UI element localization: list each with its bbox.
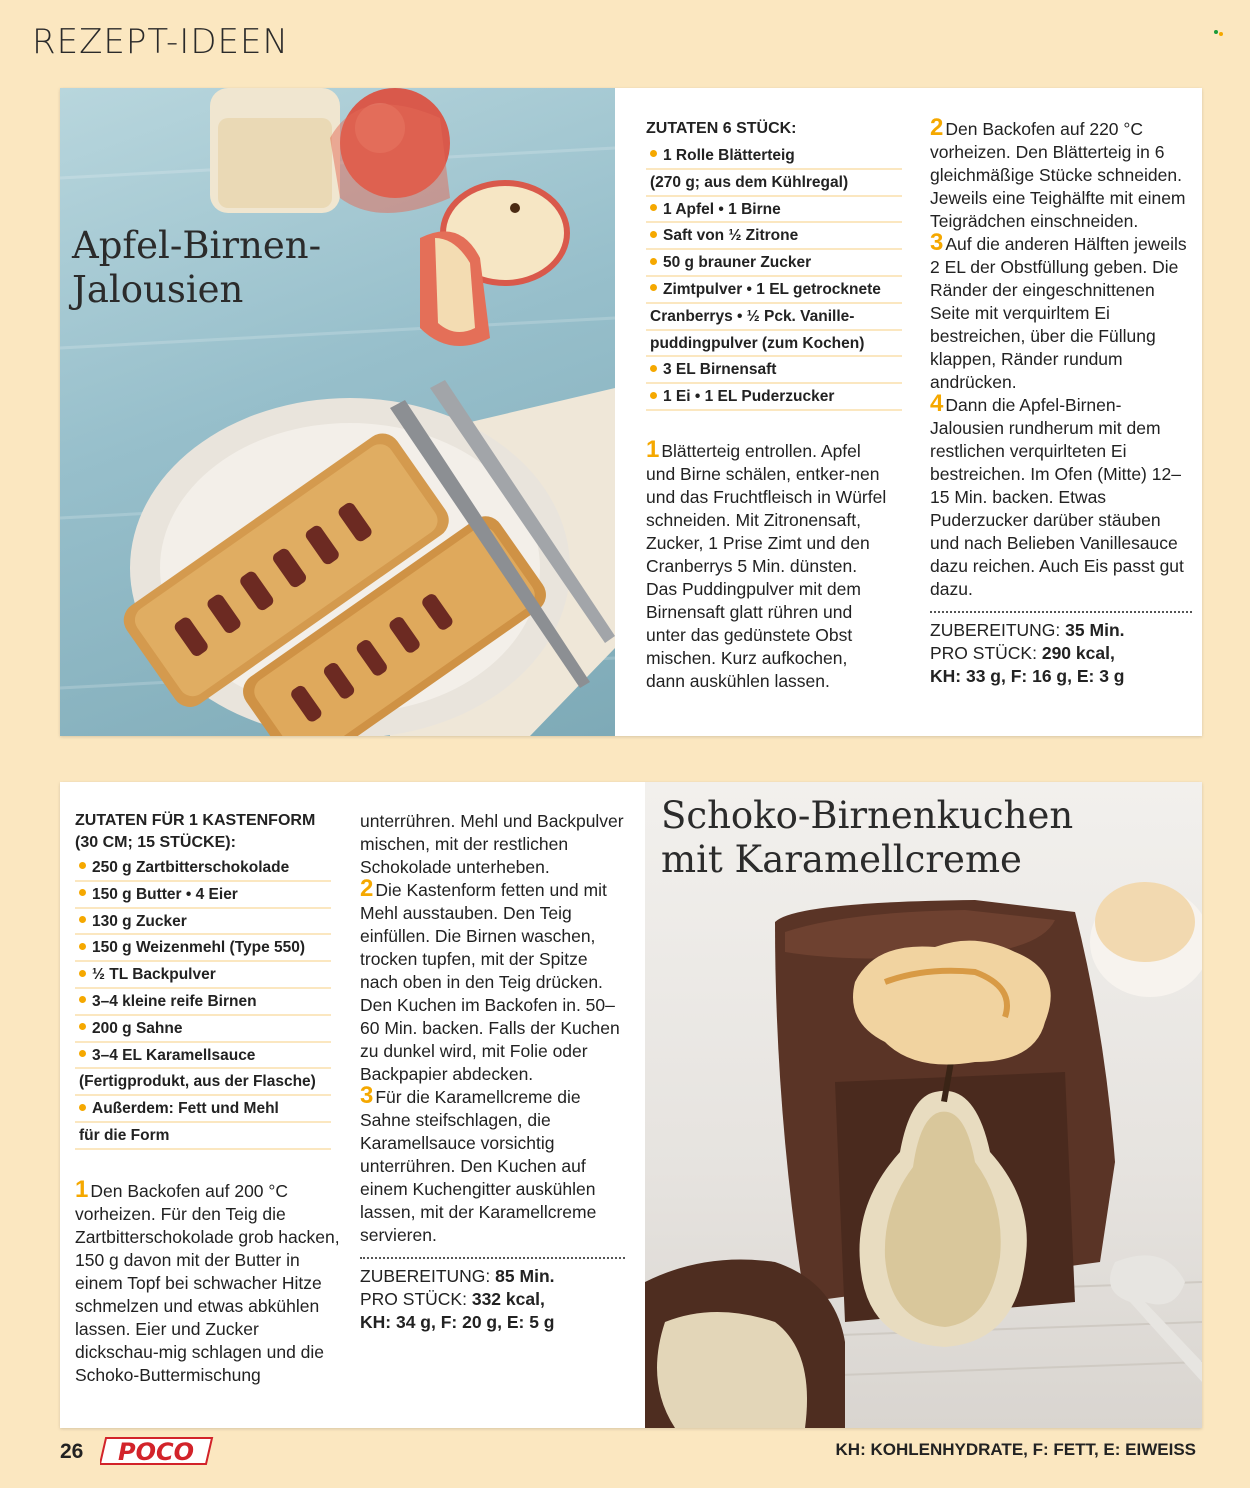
kcal-label: PRO STÜCK: xyxy=(930,643,1037,663)
ingredient-text: 200 g Sahne xyxy=(92,1019,183,1037)
ingredient-text: 1 Apfel • 1 Birne xyxy=(663,200,781,218)
bullet-icon xyxy=(79,970,86,977)
ingredient-item xyxy=(646,197,902,224)
ingredient-item xyxy=(75,989,331,1016)
step-text: Den Backofen auf 200 °C vorheizen. Für den Teig die Zartbitterschokolade grob hacken, 150 g davon mit der Butter in einem Topf bei schwacher Hitze schmelzen und etwas abkühlen lassen. Eier und Zucker dickschau-mig schlagen und die Schoko-Buttermischung xyxy=(75,1181,340,1385)
bullet-icon xyxy=(79,996,86,1003)
recipe-title: Apfel-Birnen- Jalousien xyxy=(72,224,322,311)
ingredient-text: (Fertigprodukt, aus der Flasche) xyxy=(79,1073,316,1091)
ingredient-item xyxy=(646,357,902,384)
step-4 xyxy=(930,390,1192,601)
recipe-meta xyxy=(360,1265,625,1334)
ingredient-item xyxy=(75,1069,331,1096)
bullet-icon xyxy=(650,365,657,372)
ingredient-item xyxy=(75,1123,331,1150)
poco-logo-mark xyxy=(100,1434,215,1468)
nutrition-values: KH: 33 g, F: 16 g, E: 3 g xyxy=(930,666,1125,686)
ingredient-item xyxy=(646,143,902,170)
step-number: 2 xyxy=(930,114,944,141)
ingredient-item xyxy=(646,170,902,197)
ingredient-text: 250 g Zartbitterschokolade xyxy=(92,859,290,876)
nutrition-values: KH: 34 g, F: 20 g, E: 5 g xyxy=(360,1312,555,1332)
corner-mark xyxy=(1214,30,1224,38)
recipe-photo-birnenkuchen xyxy=(645,782,1202,1428)
bullet-icon xyxy=(650,231,657,238)
ingredient-text: 150 g Butter • 4 Eier xyxy=(92,885,238,903)
steps-column-right xyxy=(360,810,625,1334)
ingredient-text: Zimtpulver • 1 EL getrocknete xyxy=(663,280,881,298)
ingredient-item xyxy=(75,962,331,989)
step-text: Für die Karamellcreme die Sahne steifschlagen, die Karamellsauce vorsichtig unterrühren. Den Kuchen auf einem Kuchengitter auskühlen lassen, mit der Karamellcreme servieren. xyxy=(360,1087,597,1245)
ingredient-text: Außerdem: Fett und Mehl xyxy=(92,1100,279,1118)
ingredient-text: puddingpulver (zum Kochen) xyxy=(650,334,865,352)
ingredient-text: 1 Ei • 1 EL Puderzucker xyxy=(663,388,835,406)
page-title: REZEPT-IDEEN xyxy=(32,22,289,62)
ingredient-text: 130 g Zucker xyxy=(92,912,187,930)
ingredient-text: 3 EL Birnensaft xyxy=(663,361,777,379)
ingredient-item xyxy=(646,384,902,411)
bullet-icon xyxy=(79,943,86,950)
step-3 xyxy=(360,1082,625,1247)
ingredients-heading: ZUTATEN 6 STÜCK: xyxy=(646,120,797,137)
page-number: 26 xyxy=(60,1440,84,1463)
bullet-icon xyxy=(79,889,86,896)
step-2 xyxy=(930,114,1192,233)
bullet-icon xyxy=(79,1104,86,1111)
recipe-meta xyxy=(930,619,1192,688)
ingredient-text: 50 g brauner Zucker xyxy=(663,254,812,272)
ingredient-item xyxy=(75,1096,331,1123)
step-text: unterrühren. Mehl und Backpulver mischen, mit der restlichen Schokolade unterheben. xyxy=(360,811,624,877)
bullet-icon xyxy=(79,1050,86,1057)
bullet-icon xyxy=(650,204,657,211)
step-1 xyxy=(75,1176,345,1387)
ingredient-text: 1 Rolle Blätterteig xyxy=(663,147,795,164)
kcal-label: PRO STÜCK: xyxy=(360,1289,467,1309)
steps-column-left xyxy=(646,436,891,693)
ingredients-list xyxy=(75,855,331,1150)
bullet-icon xyxy=(650,258,657,265)
kcal-value: 290 kcal, xyxy=(1041,643,1115,663)
ingredient-item xyxy=(646,223,902,250)
ingredient-item xyxy=(75,935,331,962)
ingredient-text: (270 g; aus dem Kühlregal) xyxy=(650,173,849,191)
prep-label: ZUBEREITUNG: xyxy=(360,1266,491,1286)
step-number: 1 xyxy=(646,436,660,463)
ingredient-item xyxy=(646,304,902,331)
ingredient-item xyxy=(646,331,902,358)
step-text: Die Kastenform fetten und mit Mehl ausstauben. Den Teig einfüllen. Die Birnen waschen, trocken tupfen, mit der Spitze nach oben in den Teig drücken. Den Kuchen im Backofen in. 50–60 Min. backen. Falls der Kuchen zu dunkel wird, mit Folie oder Backpapier abdecken. xyxy=(360,880,620,1084)
prep-label: ZUBEREITUNG: xyxy=(930,620,1061,640)
recipe-card-apfel-birnen xyxy=(60,88,1202,736)
bullet-icon xyxy=(79,916,86,923)
steps-column-left xyxy=(75,1176,345,1387)
ingredient-text: 150 g Weizenmehl (Type 550) xyxy=(92,939,306,957)
bullet-icon xyxy=(650,150,657,157)
step-2 xyxy=(360,875,625,1086)
steps-column-right xyxy=(930,114,1192,688)
ingredient-item xyxy=(646,250,902,277)
recipe-title: Schoko-Birnenkuchen mit Karamellcreme xyxy=(661,794,1074,881)
kcal-value: 332 kcal, xyxy=(471,1289,545,1309)
step-3 xyxy=(930,229,1192,394)
ingredient-item xyxy=(75,855,331,882)
poco-logo xyxy=(100,1434,215,1468)
ingredient-item xyxy=(75,1016,331,1043)
ingredient-item xyxy=(75,882,331,909)
ingredient-text: ½ TL Backpulver xyxy=(92,966,216,984)
nutrition-legend: KH: KOHLENHYDRATE, F: FETT, E: EIWEISS xyxy=(835,1440,1196,1459)
ingredient-text: Cranberrys • ½ Pck. Vanille- xyxy=(650,307,855,325)
step-text: Auf die anderen Hälften jeweils 2 EL der Obstfüllung geben. Die Ränder der eingeschnittenen Seite mit verquirltem Ei bestreichen, über die Füllung klappen, Ränder rundum andrücken. xyxy=(930,234,1187,392)
step-number: 2 xyxy=(360,875,374,902)
ingredient-item xyxy=(75,1043,331,1070)
step-text: Dann die Apfel-Birnen-Jalousien rundherum mit dem restlichen verquirlteten Ei bestreichen. Im Ofen (Mitte) 12–15 Min. backen. Etwas Puderzucker darüber stäuben und nach Belieben Vanillesauce dazu reichen. Auch Eis passt gut dazu. xyxy=(930,395,1184,599)
ingredient-text: 3–4 kleine reife Birnen xyxy=(92,992,257,1010)
ingredient-item xyxy=(75,909,331,936)
bullet-icon xyxy=(79,1023,86,1030)
bullet-icon xyxy=(650,284,657,291)
divider xyxy=(360,1257,625,1259)
ingredient-text: 3–4 EL Karamellsauce xyxy=(92,1046,256,1064)
step-text: Den Backofen auf 220 °C vorheizen. Den Blätterteig in 6 gleichmäßige Stücke schneiden. Jeweils eine Teighälfte mit einem Teigrädchen einschneiden. xyxy=(930,119,1186,231)
bullet-icon xyxy=(650,392,657,399)
svg-text:POCO: POCO xyxy=(117,1438,195,1466)
step-number: 4 xyxy=(930,390,944,417)
divider xyxy=(930,611,1192,613)
ingredient-text: Saft von ½ Zitrone xyxy=(663,227,799,245)
ingredients-list xyxy=(646,143,902,411)
step-number: 1 xyxy=(75,1176,89,1203)
bullet-icon xyxy=(79,862,86,869)
step-text: Blätterteig entrollen. Apfel und Birne schälen, entker-nen und das Fruchtfleisch in Würfel schneiden. Mit Zitronensaft, Zucker, 1 Prise Zimt und den Cranberrys 5 Min. dünsten. Das Puddingpulver mit dem Birnensaft glatt rühren und unter das gedünstete Obst mischen. Kurz aufkochen, dann auskühlen lassen. xyxy=(646,441,887,691)
step-1-continued xyxy=(360,810,625,879)
step-number: 3 xyxy=(360,1082,374,1109)
recipe-photo-jalousien xyxy=(60,88,615,736)
step-1 xyxy=(646,436,891,693)
prep-value: 35 Min. xyxy=(1065,620,1125,640)
ingredient-item xyxy=(646,277,902,304)
ingredient-text: für die Form xyxy=(79,1126,170,1144)
recipe-card-schoko-birnenkuchen xyxy=(60,782,1202,1428)
step-number: 3 xyxy=(930,229,944,256)
prep-value: 85 Min. xyxy=(495,1266,555,1286)
ingredients-heading: ZUTATEN FÜR 1 KASTENFORM (30 CM; 15 STÜCKE): xyxy=(75,812,316,851)
